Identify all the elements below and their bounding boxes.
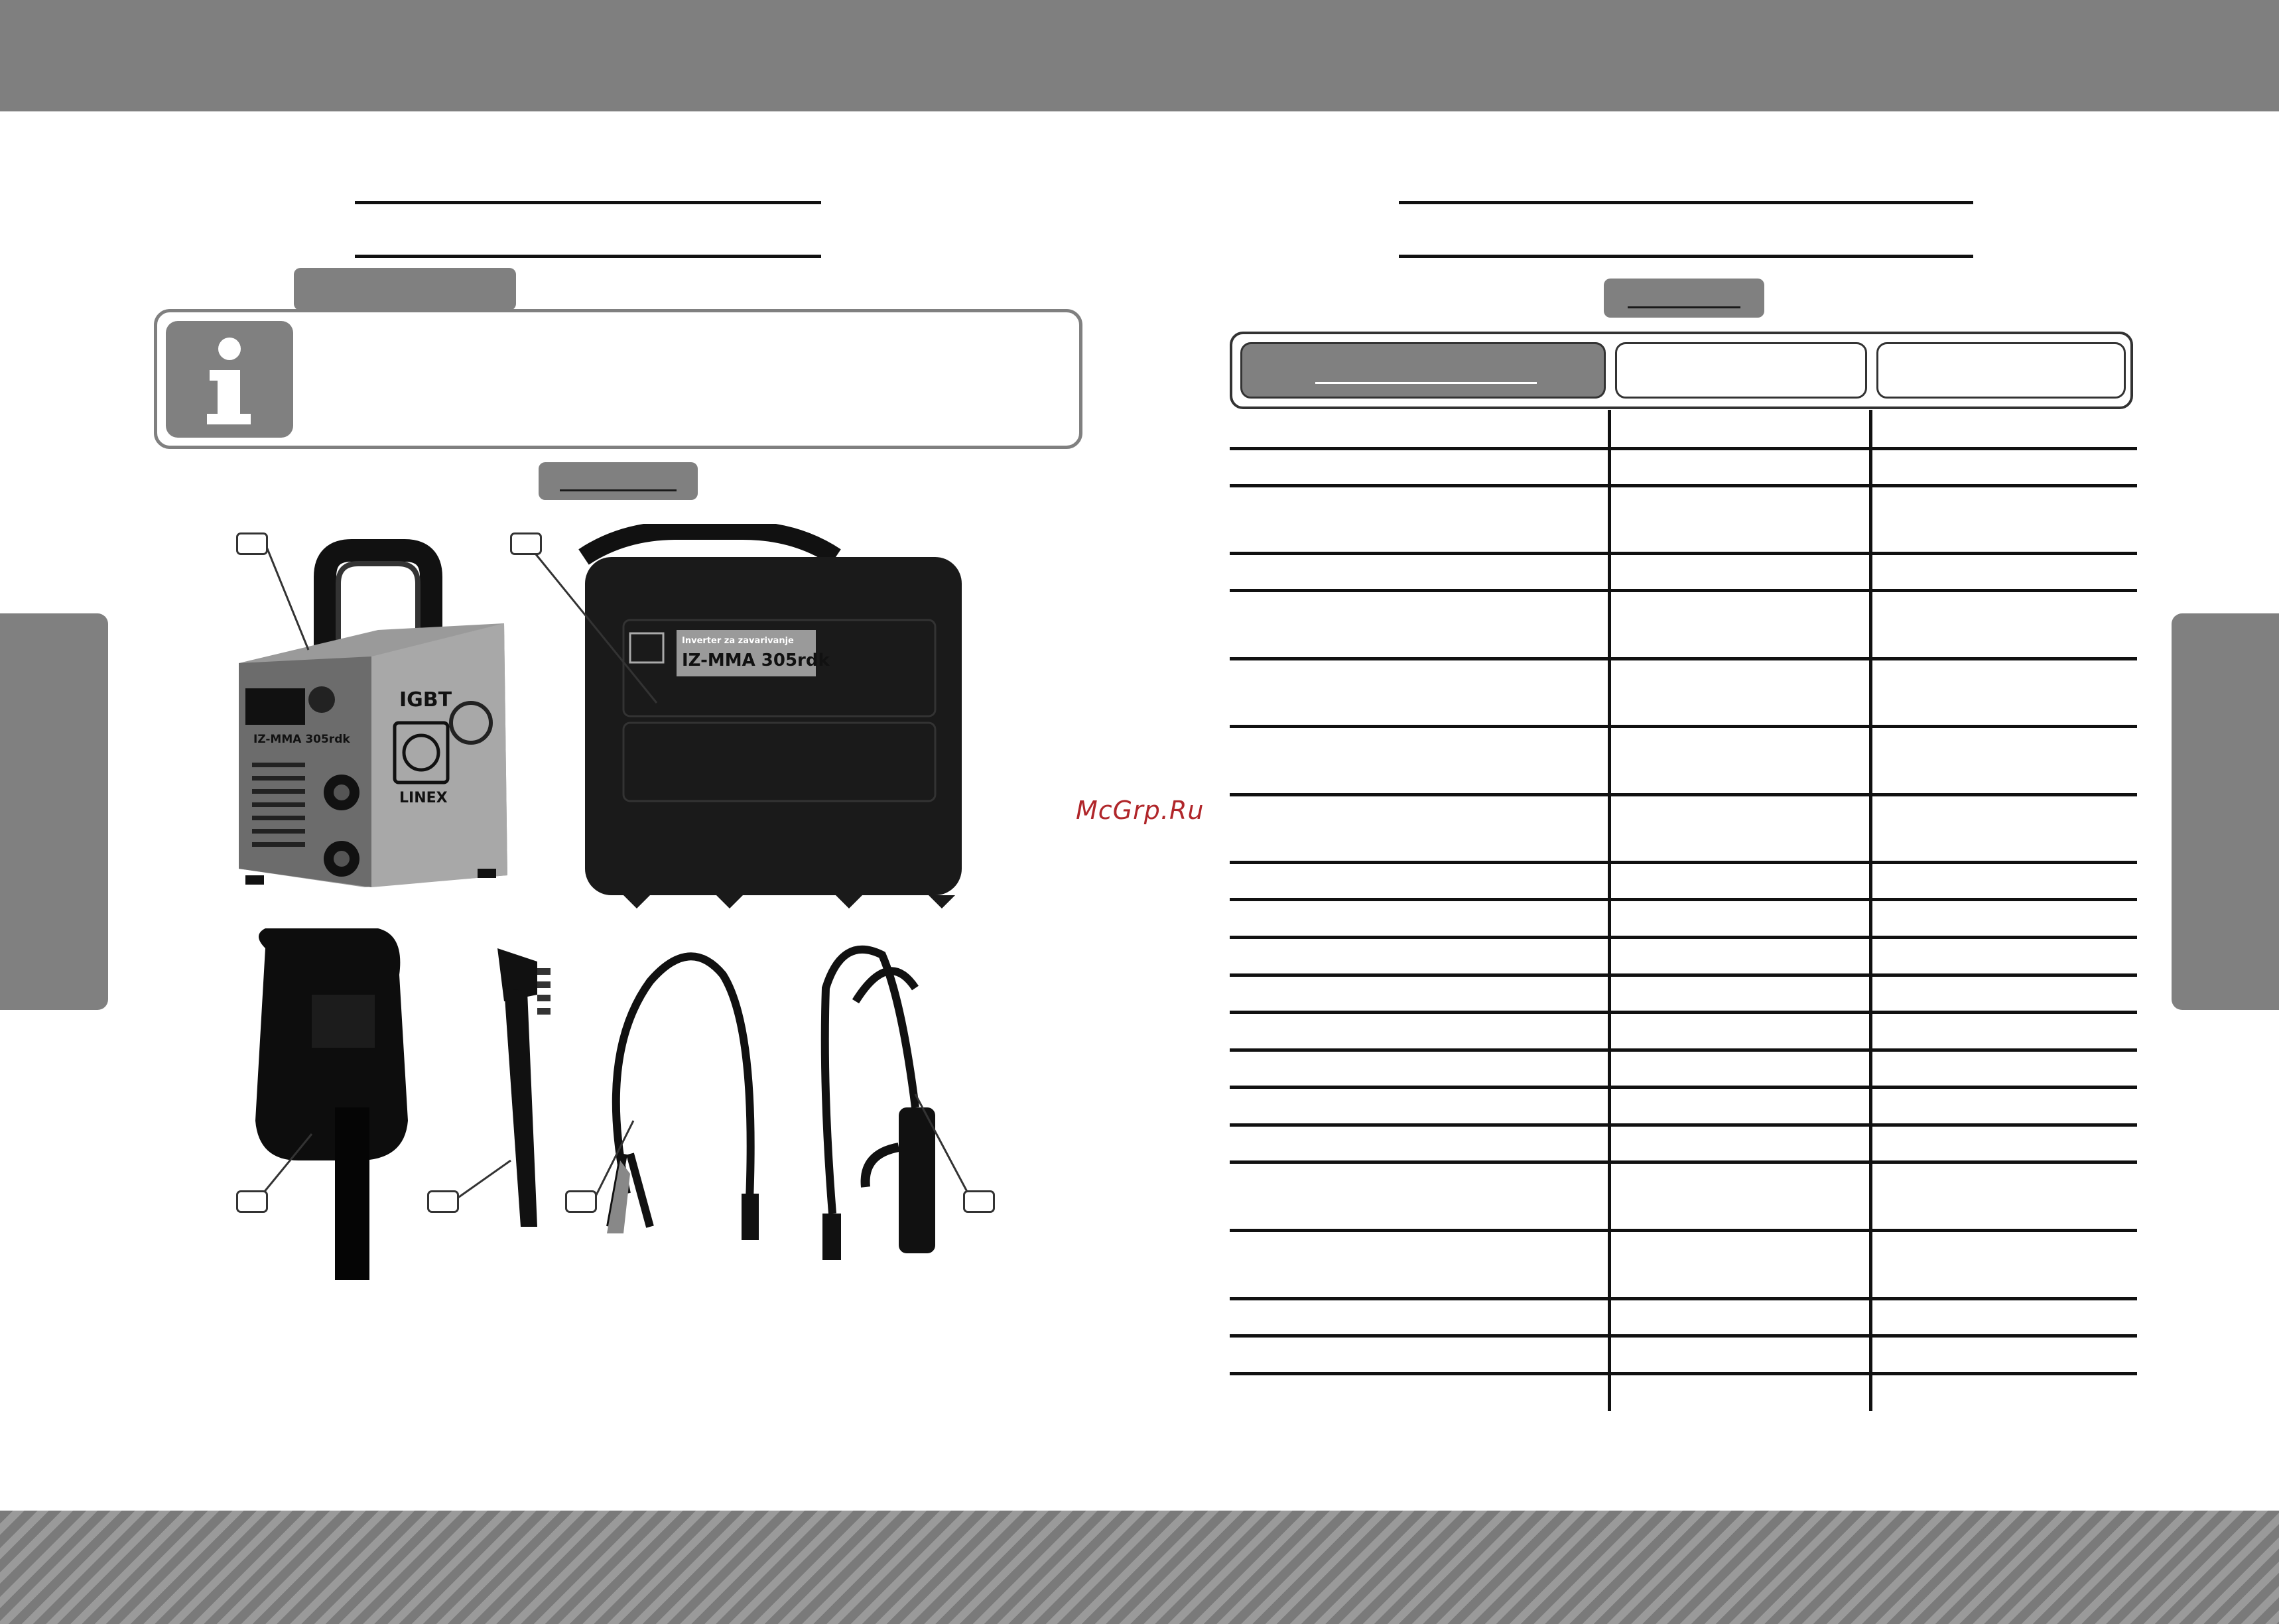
svg-text:IGBT: IGBT	[399, 688, 452, 712]
callout-4	[427, 1190, 459, 1213]
table-row-line	[1230, 1334, 2137, 1338]
welding-mask	[255, 928, 408, 1280]
table-header-cell-2	[1615, 342, 1867, 399]
left-side-tab	[0, 613, 108, 1010]
table-row-line	[1230, 898, 2137, 901]
equipment-illustration	[226, 524, 1048, 1280]
table-row-line	[1230, 793, 2137, 796]
ground-clamp-jaw	[607, 1160, 630, 1233]
table-row-line	[1230, 1086, 2137, 1089]
table-row-line	[1230, 1011, 2137, 1014]
watermark: McGrp.Ru	[1076, 796, 1205, 825]
table-row-line	[1230, 1372, 2137, 1375]
left-title-rule-2	[355, 255, 821, 258]
table-header-cell-3	[1876, 342, 2126, 399]
table-row-line	[1230, 447, 2137, 450]
left-title-rule-1	[355, 201, 821, 204]
table-row-line	[1230, 552, 2137, 555]
electrode-holder-handle	[899, 1107, 935, 1253]
table-row-line	[1230, 1229, 2137, 1232]
table-row-line	[1230, 484, 2137, 487]
table-row-line	[1230, 936, 2137, 939]
note-box	[154, 309, 1082, 449]
svg-text:LINEX: LINEX	[399, 790, 448, 806]
table-header	[1230, 332, 2133, 409]
ground-cable-plug	[742, 1194, 759, 1240]
table-tab	[1604, 279, 1764, 318]
table-column-divider-1	[1608, 410, 1611, 1411]
callout-1	[236, 532, 268, 555]
table-row-line	[1230, 589, 2137, 592]
right-title-rule-1	[1399, 201, 1973, 204]
carry-case	[584, 531, 962, 908]
callout-3	[236, 1190, 268, 1213]
right-side-tab	[2172, 613, 2279, 1010]
top-header-band	[0, 0, 2279, 111]
holder-cable-plug	[822, 1214, 841, 1260]
callout-6	[963, 1190, 995, 1213]
table-row-line	[1230, 973, 2137, 977]
table-row-line	[1230, 725, 2137, 728]
right-title-rule-2	[1399, 255, 1973, 258]
section-tab	[294, 268, 516, 310]
svg-text:IZ-MMA 305rdk: IZ-MMA 305rdk	[682, 651, 830, 670]
table-row-line	[1230, 657, 2137, 660]
table-header-cell-1	[1240, 342, 1606, 399]
table-row-line	[1230, 861, 2137, 864]
table-column-divider-2	[1869, 410, 1872, 1411]
table-row-line	[1230, 1123, 2137, 1127]
table-row-line	[1230, 1160, 2137, 1164]
table-row-line	[1230, 1297, 2137, 1300]
callout-5	[565, 1190, 597, 1213]
figure-tab	[539, 462, 698, 500]
callout-2	[510, 532, 542, 555]
wire-brush	[497, 948, 551, 1227]
table-row-line	[1230, 1048, 2137, 1052]
ground-clamp-cable	[610, 956, 751, 1227]
info-icon	[166, 321, 293, 438]
svg-text:IZ-MMA 305rdk: IZ-MMA 305rdk	[253, 733, 350, 746]
inverter-welder	[239, 550, 507, 887]
svg-text:Inverter za zavarivanje: Inverter za zavarivanje	[682, 636, 794, 646]
bottom-hatched-band	[0, 1511, 2279, 1624]
